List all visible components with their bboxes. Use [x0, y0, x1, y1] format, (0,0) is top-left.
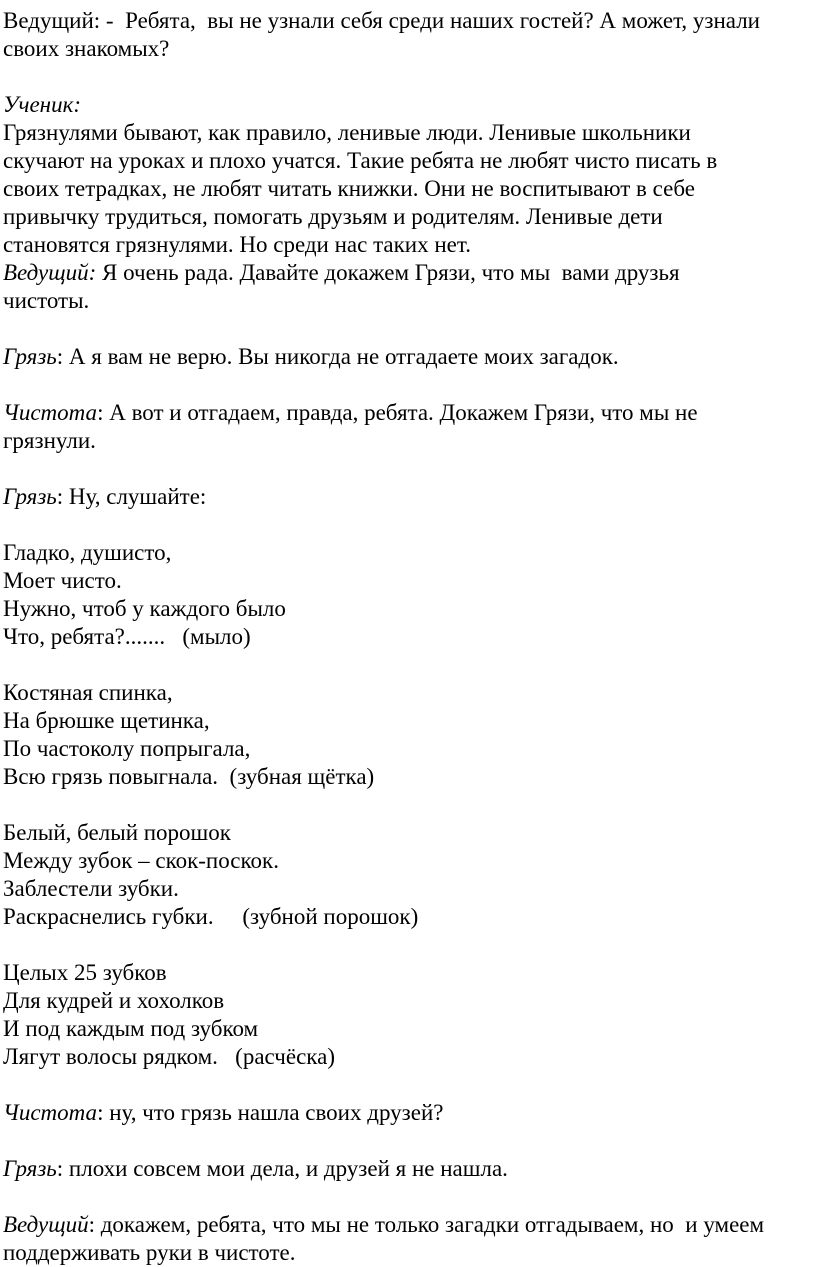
riddle-2-line: Всю грязь повыгнала. (зубная щётка) [3, 764, 375, 789]
spacer [3, 315, 813, 343]
spacer [3, 371, 813, 399]
host-final-text: : докажем, ребята, что мы не только загадки отгадываем, но и умеем [88, 1212, 765, 1237]
dirt-text: : плохи совсем мои дела, и друзей я не нашла. [56, 1156, 508, 1181]
document-page [3, 7, 813, 1267]
dirt-speaker-label: Грязь [3, 484, 57, 509]
dirt-line-2 [3, 483, 813, 511]
spacer [3, 455, 813, 483]
intro-line-1: Ведущий: - Ребята, вы не узнали себя среди наших гостей? А может, узнали [3, 8, 760, 33]
host-reply-line [3, 259, 813, 287]
host-reply-text: Я очень рада. Давайте докажем Грязи, что мы вами друзья [96, 260, 680, 285]
spacer [3, 931, 813, 959]
clean-speaker-label: Чистота [3, 400, 98, 425]
riddle-3-line: Заблестели зубки. [3, 876, 179, 901]
riddle-2-line: На брюшке щетинка, [3, 708, 210, 733]
riddle-1-line: Гладко, душисто, [3, 540, 172, 565]
intro-line-2: своих знакомых? [3, 36, 170, 61]
host-speaker-label: Ведущий: [3, 260, 97, 285]
spacer [3, 791, 813, 819]
riddle-2-line: По частоколу попрыгала, [3, 736, 251, 761]
riddle-3-line: Белый, белый порошок [3, 820, 231, 845]
student-line: скучают на уроках и плохо учатся. Такие ребята не любят чисто писать в [3, 148, 718, 173]
riddle-4-line: И под каждым под зубком [3, 1016, 259, 1041]
riddle-4-line: Для кудрей и хохолков [3, 988, 225, 1013]
spacer [3, 1127, 813, 1155]
dirt-speaker-label: Грязь [3, 1156, 57, 1181]
riddle-4-line: Лягут волосы рядком. (расчёска) [3, 1044, 335, 1069]
clean-line-1 [3, 399, 813, 427]
student-speaker-label: Ученик: [3, 92, 81, 117]
dirt-text: : Ну, слушайте: [56, 484, 207, 509]
student-line: привычку трудиться, помогать друзьям и родителям. Ленивые дети [3, 204, 663, 229]
clean-speaker-label: Чистота [3, 1100, 98, 1125]
dirt-text: : А я вам не верю. Вы никогда не отгадаете моих загадок. [56, 344, 619, 369]
host-reply-line-2: чистоты. [3, 288, 90, 313]
spacer [3, 651, 813, 679]
riddle-4-line: Целых 25 зубков [3, 960, 167, 985]
host-final-line [3, 1211, 813, 1239]
spacer [3, 511, 813, 539]
dirt-line-3 [3, 1155, 813, 1183]
dirt-line-1 [3, 343, 813, 371]
host-final-line-2: поддерживать руки в чистоте. [3, 1240, 296, 1265]
riddle-3-line: Между зубок – скок-поскок. [3, 848, 279, 873]
spacer [3, 1183, 813, 1211]
student-line: становятся грязнулями. Но среди нас таких нет. [3, 232, 471, 257]
riddle-1-line: Что, ребята?....... (мыло) [3, 624, 251, 649]
riddle-3-line: Раскраснелись губки. (зубной порошок) [3, 904, 419, 929]
riddle-1-line: Нужно, чтоб у каждого было [3, 596, 286, 621]
clean-text: : ну, что грязь нашла своих друзей? [97, 1100, 444, 1125]
riddle-2-line: Костяная спинка, [3, 680, 173, 705]
dirt-speaker-label: Грязь [3, 344, 57, 369]
student-line: своих тетрадках, не любят читать книжки. Они не воспитывают в себе [3, 176, 695, 201]
host-speaker-label: Ведущий [3, 1212, 89, 1237]
spacer [3, 63, 813, 91]
clean-line-1-cont: грязнули. [3, 428, 96, 453]
spacer [3, 1071, 813, 1099]
student-line: Грязнулями бывают, как правило, ленивые люди. Ленивые школьники [3, 120, 691, 145]
riddle-1-line: Моет чисто. [3, 568, 122, 593]
clean-text: : А вот и отгадаем, правда, ребята. Докажем Грязи, что мы не [97, 400, 698, 425]
clean-line-2 [3, 1099, 813, 1127]
